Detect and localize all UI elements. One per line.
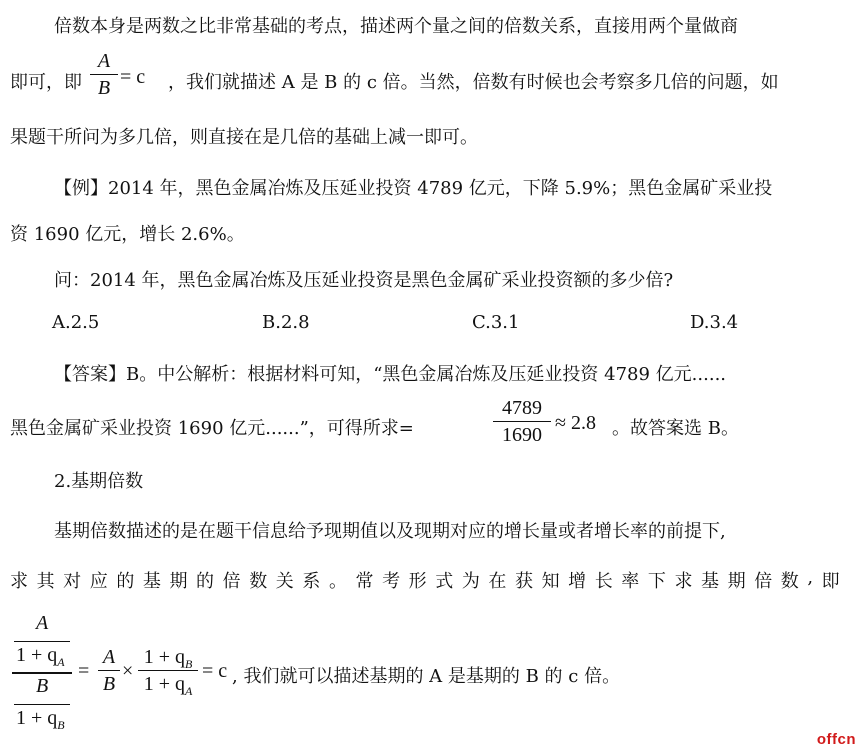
equals-sign: =	[78, 660, 90, 682]
justified-char: 系	[302, 571, 321, 592]
fraction-bar	[14, 641, 70, 642]
justified-char: 求	[674, 571, 693, 592]
main-fraction-bar	[12, 672, 72, 674]
paragraph-line: ，我们就描述 A 是 B 的 c 倍。当然，倍数有时候也会考察多几倍的问题，如	[168, 72, 779, 93]
fraction-numerator	[138, 645, 198, 669]
fraction-denominator: 1690	[502, 424, 542, 446]
answer-line: 。故答案选 B。	[612, 418, 739, 439]
fraction-4789-over-1690	[493, 396, 551, 447]
justified-char: 数	[780, 571, 799, 592]
justified-char: 关	[275, 571, 294, 592]
fraction-numerator: 4789	[502, 397, 542, 419]
justified-char: 数	[249, 571, 268, 592]
justified-char: 增	[568, 571, 587, 592]
justified-char: 期	[727, 571, 746, 592]
justified-char: 期	[169, 571, 188, 592]
fraction-denominator: B	[97, 77, 111, 99]
justified-char: 倍	[754, 571, 773, 592]
justified-char: 率	[621, 571, 640, 592]
justified-char: 式	[435, 571, 454, 592]
justified-char: ,	[807, 567, 814, 588]
section-line: 基期倍数描述的是在题干信息给予现期值以及现期对应的增长量或者增长率的前提下,	[54, 521, 726, 542]
option-b: B.2.8	[262, 312, 310, 333]
justified-char: 知	[541, 571, 560, 592]
question-text: 问：2014 年，黑色金属冶炼及压延业投资是黑色金属矿采业投资额的多少倍?	[54, 270, 674, 291]
justified-char: 形	[408, 571, 427, 592]
example-line: 【例】2014 年，黑色金属冶炼及压延业投资 4789 亿元，下降 5.9%；黑色金属矿采业投	[54, 178, 773, 199]
justified-char: 获	[514, 571, 533, 592]
paragraph-line: 倍数本身是两数之比非常基础的考点，描述两个量之间的倍数关系，直接用两个量做商	[54, 16, 738, 37]
subscript: A	[184, 684, 193, 698]
fraction-denominator: B	[102, 673, 116, 695]
justified-char: 考	[382, 571, 401, 592]
justified-char: 对	[63, 571, 82, 592]
formula-1-plus-q-text: 1 + q	[16, 707, 58, 729]
justified-char: 为	[461, 571, 480, 592]
paragraph-line: 果题干所问为多几倍，则直接在是几倍的基础上减一即可。	[10, 127, 478, 148]
approx-value: ≈ 2.8	[555, 412, 596, 434]
justified-char: 基	[701, 571, 720, 592]
answer-line: 【答案】B。中公解析：根据材料可知，“黑色金属冶炼及压延业投资 4789 亿元......	[54, 364, 727, 385]
fraction-numerator: A	[97, 50, 111, 72]
justified-char: 的	[116, 571, 135, 592]
fraction-bar	[14, 704, 70, 705]
equals-c: = c	[202, 660, 228, 682]
answer-line: 黑色金属矿采业投资 1690 亿元......”，可得所求=	[10, 418, 414, 439]
justified-char: 下	[647, 571, 666, 592]
fraction-a-over-b	[98, 645, 120, 696]
fraction-a-over-b	[90, 49, 118, 100]
formula-a: A	[36, 612, 49, 634]
subscript: A	[57, 655, 65, 669]
justified-char: 的	[196, 571, 215, 592]
justified-char: 。	[328, 571, 347, 592]
formula-1-plus-q	[16, 707, 65, 733]
option-c: C.3.1	[472, 312, 520, 333]
example-line: 资 1690 亿元，增长 2.6%。	[10, 224, 245, 245]
fraction-denominator	[138, 672, 198, 696]
justified-char: 常	[355, 571, 374, 592]
paragraph-line: 即可，即	[10, 72, 82, 93]
numerator-text: 1 + q	[143, 646, 185, 668]
section-heading: 2.基期倍数	[54, 471, 144, 492]
justified-char: 求	[10, 571, 28, 592]
fraction-growth-ratio	[138, 645, 198, 696]
justified-char: 长	[594, 571, 613, 592]
section-line-justified	[10, 567, 840, 593]
justified-char: 基	[142, 571, 161, 592]
formula-1-plus-q	[16, 644, 65, 670]
justified-char: 倍	[222, 571, 241, 592]
subscript: B	[184, 657, 193, 671]
justified-char: 在	[488, 571, 507, 592]
formula-b: B	[36, 675, 49, 697]
justified-char: 应	[89, 571, 108, 592]
equals-c: = c	[120, 66, 146, 88]
formula-description: , 我们就可以描述基期的 A 是基期的 B 的 c 倍。	[232, 666, 621, 687]
offcn-watermark: offcn	[816, 731, 856, 748]
option-a: A.2.5	[52, 312, 100, 333]
times-sign: ×	[122, 660, 134, 682]
formula-1-plus-q-text: 1 + q	[16, 644, 58, 666]
fraction-numerator: A	[102, 646, 116, 668]
justified-char: 其	[36, 571, 55, 592]
denominator-text: 1 + q	[143, 673, 185, 695]
justified-char: 即	[821, 571, 840, 592]
option-d: D.3.4	[690, 312, 739, 333]
subscript: B	[57, 718, 65, 732]
